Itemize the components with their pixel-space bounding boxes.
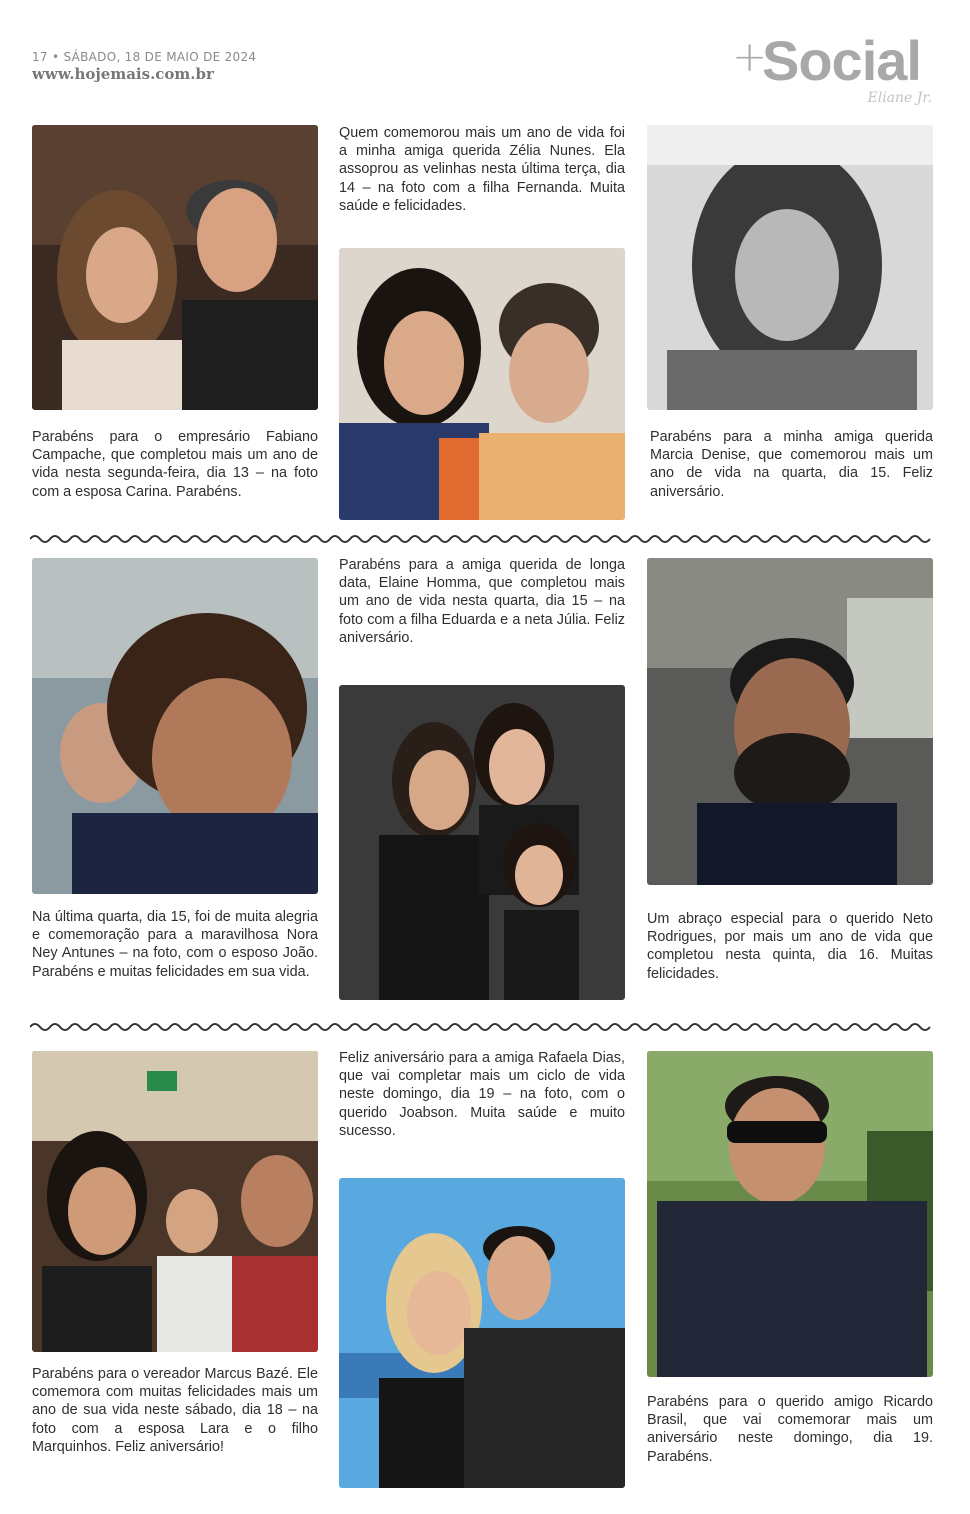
caption-fabiano: Parabéns para o empresário Fabiano Campache, que completou mais um ano de vida nesta segunda-feira, dia 13 – na foto com a esposa Carina. Parabéns.: [32, 429, 318, 500]
brand-word: Social: [762, 29, 921, 92]
photo-ricardo-brasil: [647, 1051, 933, 1377]
section-logo: [732, 28, 932, 106]
divider-wave: [30, 1021, 936, 1033]
caption-rafaela: Feliz aniversário para a amiga Rafaela Dias, que vai completar mais um ciclo de vida neste domingo, dia 19 – na foto, com o querido Joabson. Muita saúde e muito sucesso.: [339, 1050, 625, 1139]
brand-signature: Eliane Jr.: [867, 90, 932, 106]
caption-ricardo-brasil: Parabéns para o querido amigo Ricardo Brasil, que vai comemorar mais um aniversário neste domingo, dia 19. Parabéns.: [647, 1394, 933, 1465]
caption-zelia: Quem comemorou mais um ano de vida foi a minha amiga querida Zélia Nunes. Ela assoprou as velinhas nesta última terça, dia 14 – na foto com a filha Fernanda. Muita saúde e felicidades.: [339, 125, 625, 214]
photo-couple-selfie: [32, 125, 318, 410]
divider-wave: [30, 533, 936, 545]
photo-marcus-family: [32, 1051, 318, 1352]
photo-marcia: [647, 125, 933, 410]
brand-plus: +: [732, 32, 768, 81]
photo-rafaela-joabson: [339, 1178, 625, 1488]
caption-elaine: Parabéns para a amiga querida de longa data, Elaine Homma, que completou mais um ano de vida nesta quarta, dia 15 – na foto com a filha Eduarda e a neta Júlia. Feliz aniversário.: [339, 557, 625, 646]
photo-neto-rodrigues: [647, 558, 933, 885]
photo-elaine-family: [339, 685, 625, 1000]
website-url[interactable]: www.hojemais.com.br: [32, 65, 214, 83]
photo-mother-daughter: [339, 248, 625, 520]
page-info: 17 • SÁBADO, 18 DE MAIO DE 2024: [32, 50, 257, 64]
caption-nora-ney: Na última quarta, dia 15, foi de muita alegria e comemoração para a maravilhosa Nora Ney Antunes – na foto, com o esposo João. Parabéns e muitas felicidades em sua vida.: [32, 909, 318, 980]
caption-marcus: Parabéns para o vereador Marcus Bazé. Ele comemora com muitas felicidades mais um ano de sua vida neste sábado, dia 18 – na foto com a esposa Lara e o filho Marquinhos. Feliz aniversário!: [32, 1366, 318, 1455]
caption-marcia: Parabéns para a minha amiga querida Marcia Denise, que comemorou mais um ano de vida na quarta, dia 15. Feliz aniversário.: [650, 429, 933, 500]
photo-nora-ney: [32, 558, 318, 894]
caption-neto-rodrigues: Um abraço especial para o querido Neto Rodrigues, por mais um ano de vida que completou nesta quinta, dia 16. Muitas felicidades.: [647, 911, 933, 982]
